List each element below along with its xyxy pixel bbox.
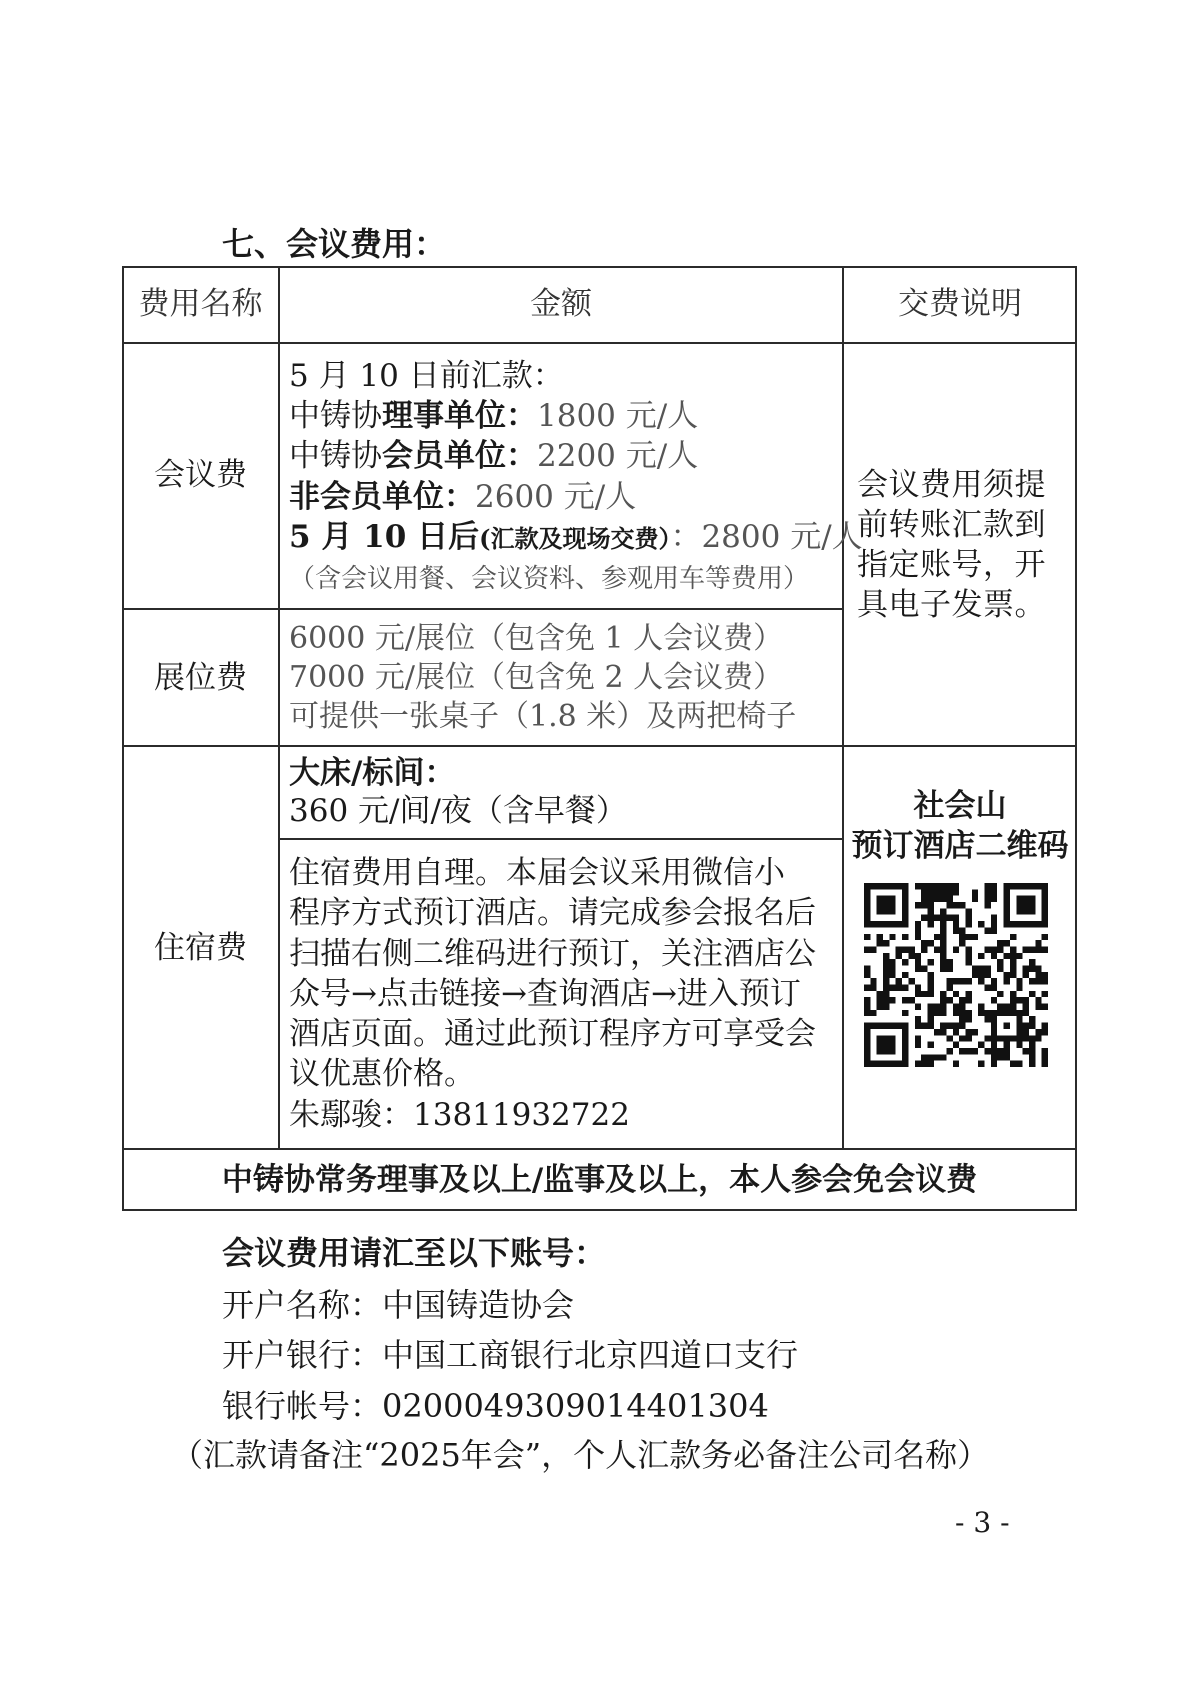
payment-note-line: 会议费用须提	[857, 467, 1046, 503]
account-name-line: 开户名称：中国铸造协会	[222, 1286, 575, 1324]
qr-title-line: 预订酒店二维码	[851, 828, 1069, 864]
booth-fee-line: 6000 元/展位（包含免 1 人会议费）	[289, 621, 784, 656]
instruction-line: 酒店页面。通过此预订程序方可享受会	[289, 1016, 816, 1053]
contact-line: 朱鄢骏：13811932722	[289, 1096, 630, 1133]
header-row-divider	[122, 342, 1077, 344]
payment-note	[857, 465, 1046, 625]
lodging-fee-label: 住宿费	[154, 930, 247, 966]
after-deadline-label: 5 月 10 日后	[289, 518, 480, 555]
instruction-line: 扫描右侧二维码进行预订，关注酒店公	[289, 935, 816, 972]
booth-fee-label: 展位费	[154, 660, 247, 696]
payment-note-line: 前转账汇款到	[857, 507, 1046, 543]
account-bank-line: 开户银行：中国工商银行北京四道口支行	[222, 1336, 799, 1374]
after-deadline-price: ：2800 元/人	[670, 518, 863, 555]
member-price: 2200 元/人	[537, 438, 699, 475]
meeting-row-divider	[122, 608, 844, 610]
fee-exemption-note: 中铸协常务理事及以上/监事及以上，本人参会免会议费	[221, 1162, 978, 1198]
section-title: 七、会议费用：	[222, 225, 447, 263]
booth-row-divider	[122, 745, 1077, 747]
nonmember-price-line	[289, 477, 863, 517]
nonmember-price: 2600 元/人	[475, 478, 637, 515]
booth-fee-amounts	[289, 619, 796, 736]
council-price-line	[289, 396, 863, 436]
after-deadline-line	[289, 517, 863, 559]
instruction-line: 议优惠价格。	[289, 1056, 475, 1093]
qr-title-line: 社会山	[913, 788, 1007, 824]
table-border-top	[122, 266, 1077, 268]
room-type: 大床/标间：	[289, 755, 456, 791]
member-prefix: 中铸协	[289, 438, 382, 475]
fee-table	[122, 266, 1077, 1211]
hotel-booking-qr-code	[864, 883, 1048, 1067]
payment-note-line: 具电子发票。	[857, 587, 1046, 623]
before-deadline-line: 5 月 10 日前汇款：	[289, 358, 564, 394]
qr-title	[843, 786, 1077, 866]
booth-fee-line: 可提供一张桌子（1.8 米）及两把椅子	[289, 699, 797, 734]
payment-note-line: 指定账号，开	[857, 547, 1046, 583]
council-prefix: 中铸协	[289, 398, 382, 435]
account-heading: 会议费用请汇至以下账号：	[222, 1234, 607, 1272]
lodging-subrow-divider	[279, 838, 844, 840]
booking-instructions	[289, 853, 816, 1135]
instruction-line: 众号→点击链接→查询酒店→进入预订	[289, 975, 801, 1012]
column-divider-1	[278, 266, 280, 1149]
table-border-left	[122, 266, 124, 1211]
council-price: 1800 元/人	[537, 398, 699, 435]
table-border-right	[1075, 266, 1077, 1211]
meeting-fee-amounts	[289, 356, 863, 599]
meeting-fee-includes: （含会议用餐、会议资料、参观用车等费用）	[289, 564, 810, 595]
booth-fee-line: 7000 元/展位（包含免 2 人会议费）	[289, 660, 784, 695]
room-rate: 360 元/间/夜（含早餐）	[289, 793, 627, 829]
instruction-line: 住宿费用自理。本届会议采用微信小	[289, 855, 785, 891]
table-border-bottom	[122, 1209, 1077, 1211]
header-fee-name: 费用名称	[138, 286, 263, 322]
account-number-line: 银行帐号：0200049309014401304	[222, 1387, 769, 1425]
meeting-fee-label: 会议费	[154, 457, 247, 493]
page-number: - 3 -	[955, 1506, 1010, 1539]
instruction-line: 程序方式预订酒店。请完成参会报名后	[289, 895, 816, 932]
lodging-row-divider	[122, 1148, 1077, 1150]
after-deadline-note: (汇款及现场交费）	[479, 523, 671, 553]
header-amount: 金额	[530, 286, 592, 322]
header-payment-note: 交费说明	[898, 286, 1022, 322]
member-label: 会员单位：	[382, 438, 537, 475]
nonmember-label: 非会员单位：	[289, 478, 475, 515]
remittance-remark: （汇款请备注“2025年会”，个人汇款务必备注公司名称）	[171, 1436, 990, 1474]
member-price-line	[289, 436, 863, 476]
council-label: 理事单位：	[382, 398, 537, 435]
room-price	[289, 754, 627, 830]
